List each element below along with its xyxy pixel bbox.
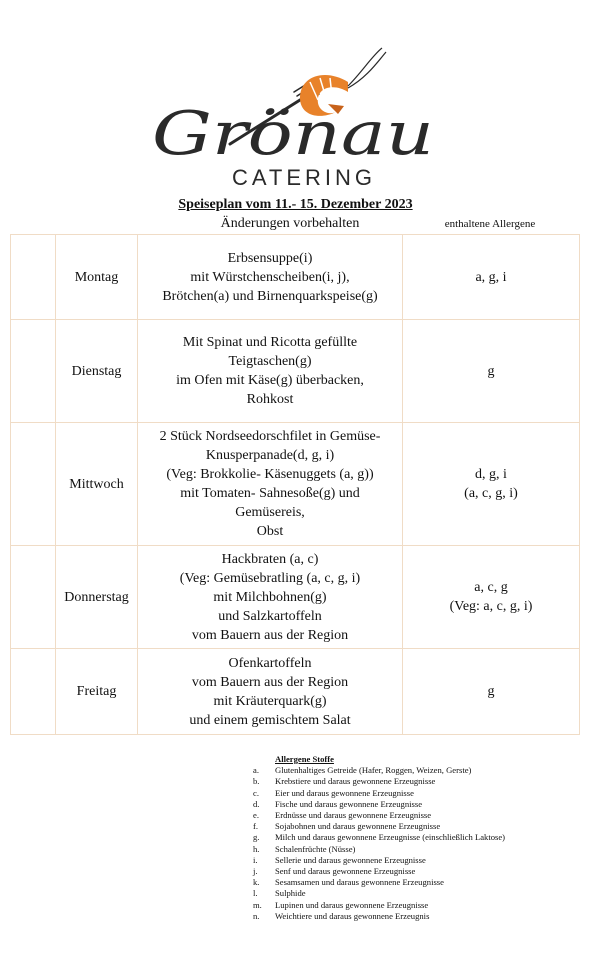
menu-subtitle: Änderungen vorbehalten [220,216,360,231]
menu-table [10,234,580,735]
allergen-column-label: enthaltene Allergene [444,218,536,230]
empty-cell [11,423,56,546]
dish-cell [138,235,403,320]
allergen-description: Sulphide [275,888,306,899]
dish-line: Erbsensuppe(i) [227,250,313,266]
allergen-letter: g. [253,832,260,843]
dish-line: Rohkost [246,392,294,407]
dish-line: mit Kräuterquark(g) [213,693,327,709]
empty-cell [11,649,56,735]
menu-row [11,235,580,320]
allergen-description: Milch und daraus gewonnene Erzeugnisse (einschließlich Laktose) [275,832,506,843]
allergen-letter: l. [253,888,258,899]
allergen-description: Sojabohnen und daraus gewonnene Erzeugnisse [275,821,441,832]
allergen-legend-item [253,776,505,787]
allergen-description: Glutenhaltiges Getreide (Hafer, Roggen, Weizen, Gerste) [275,765,472,776]
allergen-codes: (a, c, g, i) [464,486,518,501]
allergen-legend-item [253,888,505,899]
dish-line: Gemüsereis, [235,505,305,520]
dish-line: und Salzkartoffeln [218,608,322,624]
menu-row [11,546,580,649]
allergen-legend-item [253,821,505,832]
allergen-codes: (Veg: a, c, g, i) [449,599,533,614]
menu-row [11,320,580,423]
allergen-letter: c. [253,787,259,798]
dish-cell [138,320,403,423]
dish-line: 2 Stück Nordseedorschfilet in Gemüse- [159,429,381,444]
allergen-description: Sellerie und daraus gewonnene Erzeugnisse [275,854,426,865]
groenau-catering-logo [150,42,440,192]
allergen-description: Eier und daraus gewonnene Erzeugnisse [275,787,414,798]
allergen-cell [403,649,580,735]
allergen-cell [403,320,580,423]
allergen-legend-item [253,877,505,888]
allergen-legend-item [253,866,505,877]
allergen-cell [403,546,580,649]
dish-cell [138,423,403,546]
dish-line: im Ofen mit Käse(g) überbacken, [176,373,364,388]
allergen-letter: d. [253,798,260,809]
allergen-letter: k. [253,877,260,888]
allergen-legend [253,754,505,922]
dish-line: vom Bauern aus der Region [191,627,349,643]
allergen-legend-item [253,765,505,776]
allergen-legend-item [253,832,505,843]
dish-line: Knusperpanade(d, g, i) [205,448,335,463]
dish-line: Brötchen(a) und Birnenquarkspeise(g) [162,288,378,304]
logo-subtitle-text: CATERING [232,165,377,190]
dish-line: Mit Spinat und Ricotta gefüllte [182,335,358,350]
dish-line: Obst [256,524,284,539]
day-cell: Mittwoch [56,423,138,546]
day-cell: Dienstag [56,320,138,423]
allergen-codes: d, g, i [475,467,507,482]
allergen-letter: a. [253,765,259,776]
logo-script-text: Grönau [152,99,434,169]
allergen-letter: f. [253,821,259,832]
allergen-letter: e. [253,810,259,821]
allergen-description: Erdnüsse und daraus gewonnene Erzeugnisse [275,810,432,821]
allergen-legend-title: Allergene Stoffe [275,754,334,764]
allergen-codes: g [487,684,495,699]
allergen-description: Lupinen und daraus gewonnene Erzeugnisse [275,899,429,910]
allergen-legend-item [253,810,505,821]
dish-line: mit Tomaten- Sahnesoße(g) und [180,486,360,501]
day-cell: Donnerstag [56,546,138,649]
allergen-description: Fische und daraus gewonnene Erzeugnisse [275,798,423,809]
dish-line: mit Würstchenscheiben(i, j), [190,269,350,285]
allergen-codes: a, g, i [475,269,507,285]
dish-line: vom Bauern aus der Region [191,674,349,690]
dish-line: Teigtaschen(g) [228,354,312,369]
dish-line: Hackbraten (a, c) [221,551,319,567]
allergen-codes: g [487,363,495,379]
menu-row [11,649,580,735]
allergen-legend-item [253,855,505,866]
day-cell: Freitag [56,649,138,735]
allergen-description: Weichtiere und daraus gewonnene Erzeugnis [275,910,430,921]
menu-title: Speiseplan vom 11.- 15. Dezember 2023 [178,197,413,212]
allergen-legend-item [253,900,505,911]
allergen-cell [403,235,580,320]
day-cell: Montag [56,235,138,320]
allergen-legend-item [253,788,505,799]
allergen-description: Schalenfrüchte (Nüsse) [275,843,356,854]
dish-cell [138,649,403,735]
allergen-description: Krebstiere und daraus gewonnene Erzeugnisse [275,776,436,787]
dish-cell [138,546,403,649]
dish-line: und einem gemischtem Salat [189,712,351,728]
allergen-letter: m. [253,899,262,910]
allergen-letter: i. [253,854,258,865]
dish-line: (Veg: Gemüsebratling (a, c, g, i) [179,570,361,586]
allergen-description: Sesamsamen und daraus gewonnene Erzeugnisse [275,877,444,888]
allergen-legend-list [253,765,505,922]
allergen-legend-item [253,844,505,855]
allergen-letter: b. [253,776,260,787]
dish-line: mit Milchbohnen(g) [213,589,327,605]
allergen-letter: h. [253,843,260,854]
empty-cell [11,320,56,423]
allergen-letter: n. [253,910,260,921]
menu-row [11,423,580,546]
allergen-description: Senf und daraus gewonnene Erzeugnisse [275,866,416,877]
allergen-legend-item [253,799,505,810]
allergen-codes: a, c, g [474,580,508,595]
empty-cell [11,235,56,320]
empty-cell [11,546,56,649]
dish-line: Ofenkartoffeln [228,655,312,671]
allergen-cell [403,423,580,546]
allergen-letter: j. [253,866,258,877]
allergen-legend-item [253,911,505,922]
dish-line: (Veg: Brokkolie- Käsenuggets (a, g)) [166,467,374,482]
